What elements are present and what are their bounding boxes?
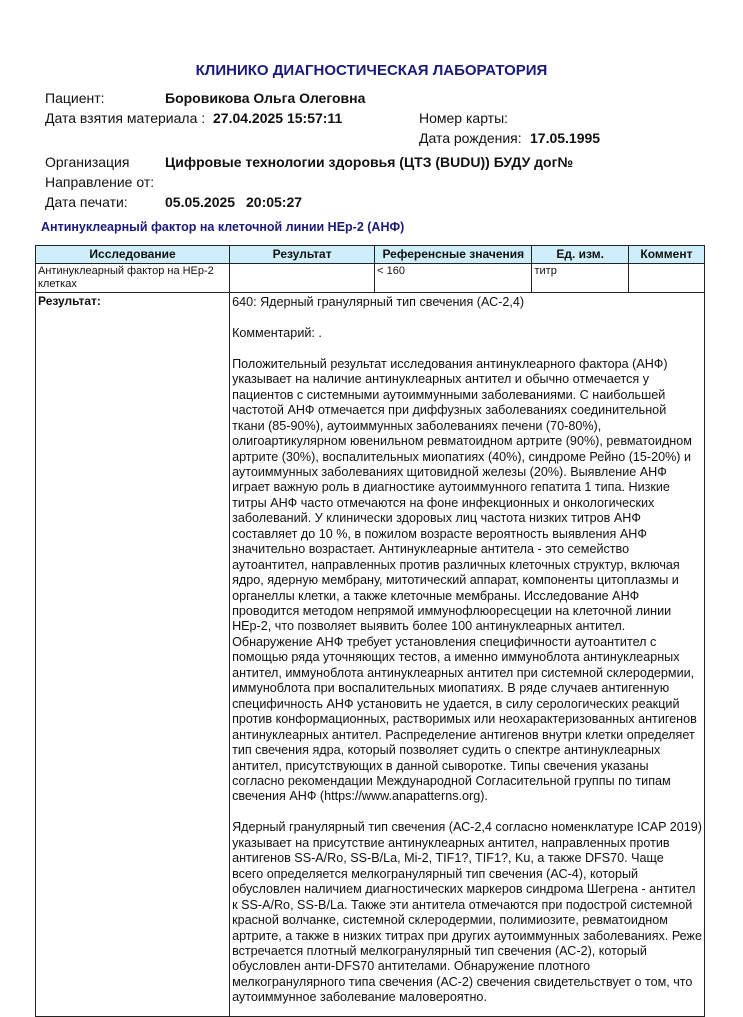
organization-label: Организация [45,154,130,170]
result-text-line: аутоиммунное заболевание маловероятно. [232,990,487,1005]
patient-label: Пациент: [45,90,105,106]
result-text-line: мелкогранулярного типа свечения (АС-2) свечения свидетельствует о том, что [232,974,693,989]
result-text-line: частотой АНФ отмечается при диффузных заболеваниях соединительной [232,403,667,418]
result-text-line: антител, присутствующих в данной сыворотке. Типы свечения указаны [232,758,649,773]
result-text-line: 640: Ядерный гранулярный тип свечения (АС-2,4) [232,295,525,309]
result-text-line: ткани (85-90%), аутоиммунных заболеваниях печени (70-80%), [232,418,602,433]
header-comment: Коммент [628,246,704,264]
comment-value [628,264,704,293]
result-text-line: тип свечения ядра, который позволяет судить о спектре антинуклеарных [232,743,661,758]
unit-value: титр [532,264,628,293]
birth-date-label: Дата рождения: [419,130,522,146]
result-text-line: помощью ряда уточняющих тестов, а именно иммуноблота антинуклеарных [232,650,680,665]
result-text-line: артрите (30%), воспалительных миопатиях (40%), синдроме Рейно (15-20%) и [232,449,692,464]
result-text-line: всего определяется мелкогранулярный тип свечения (АС-4), который [232,866,639,881]
result-text-line: заболеваний. У клинически здоровых лиц частота низких титров АНФ [232,511,641,526]
result-text-line [232,341,702,356]
result-text-line: аутоиммунных заболеваниях щитовидной железы (20%). Выявление АНФ [232,464,667,479]
result-text-line: ядро, ядерную мембрану, митотический аппарат, компоненты цитоплазмы и [232,573,679,588]
result-text-line: аутоантител, направленных против различных клеточных структур, включая [232,557,680,572]
result-text-line: проводится методом непрямой иммунофлюоресцеции на клеточной линии [232,604,672,619]
result-text-line [232,310,702,325]
result-text-line: органеллы клетки, а также клеточные мембраны. Исследование АНФ [232,588,640,603]
result-text-line: антител, иммуноблота антинуклеарных антител при системной склеродермии, [232,665,695,680]
referral-label: Направление от: [45,174,155,190]
result-text-line: специфичность АНФ установить не удается, в силу серологических реакций [232,696,680,711]
result-text-line: НЕр-2, что позволяет выявить более 100 антинуклеарных антител. [232,619,626,634]
print-date: 05.05.2025 [165,194,236,210]
result-text-line: к SS-A/Ro, SS-B/La. Также эти антитела отмечаются при подострой системной [232,897,693,912]
lab-title: КЛИНИКО ДИАГНОСТИЧЕСКАЯ ЛАБОРАТОРИЯ [195,62,548,79]
result-text-line: Положительный результат исследования антинуклеарного фактора (АНФ) [232,356,668,371]
result-text-line: антигенов SS-A/Ro, SS-B/La, Mi-2, TIF1?, TIF1?, Ku, а также DFS70. Чаще [232,851,664,866]
result-text-line: артрите, а также в низких титрах при других аутоиммунных заболеваниях. Реже [232,928,702,943]
result-text-line: Комментарий: . [232,325,322,340]
result-label: Результат: [36,293,230,1017]
header-result: Результат [230,246,375,264]
result-text-line: играет важную роль в диагностике аутоиммунного гепатита 1 типа. Низкие [232,480,670,495]
result-text-line: Ядерный гранулярный тип свечения (АС-2,4 согласно номенклатуре ICAP 2019) [232,820,702,835]
sample-date: 27.04.2025 15:57:11 [213,110,343,126]
result-text-line: указывает на наличие антинуклеарных антител и обычно отмечается у [232,372,650,387]
result-text-line: красной волчанке, системной склеродермии, полимиозите, ревматоидном [232,913,668,928]
result-text-line: обусловлен анти-DFS70 антителами. Обнаружение плотного [232,959,591,974]
test-name: Антинуклеарный фактор на НЕр-2 клетках [36,264,230,293]
result-text-line: олигоартикулярном ювенильном ревматоидном артрите (90%), ревматоидном [232,434,692,449]
result-text-line: титры АНФ часто отмечаются на фоне инфекционных и онкологических [232,495,655,510]
result-text-line: встречается плотный мелкогранулярный тип свечения (АС-2), который [232,943,647,958]
result-value [230,264,375,293]
table-header-row [36,246,705,264]
sample-date-label: Дата взятия материала : [45,110,206,126]
section-title: Антинуклеарный фактор на клеточной линии НЕр-2 (АНФ) [41,220,405,234]
organization: Цифровые технологии здоровья (ЦТЗ (BUDU)) БУДУ дог№ [165,154,574,170]
result-text-line: против конформационных, растворимых или неохарактеризованных антигенов [232,712,697,727]
result-text-line: значительно возрастает. Антинуклеарные антитела - это семейство [232,542,630,557]
result-text-line: пациентов с системными аутоиммунными заболеваниями. С наибольшей [232,387,666,402]
result-row [36,293,705,1017]
result-text-line: указывает на присутствие антинуклеарных антител, направленных против [232,835,670,850]
result-text-line: согласно рекомендации Международной Согласительной группы по типам [232,774,671,789]
result-text-line: антинуклеарных антител. Распределение антигенов внутри клетки определяет [232,727,695,742]
result-text [230,293,705,1017]
result-text-line: обусловлен наличием диагностических маркеров синдрома Шегрена - антител [232,882,696,897]
birth-date: 17.05.1995 [530,130,601,146]
table-row [36,264,705,293]
result-text-line [232,805,702,820]
print-time: 20:05:27 [246,194,303,210]
patient-name: Боровикова Ольга Олеговна [165,90,366,106]
result-text-line: свечения АНФ (https://www.anapatterns.org). [232,789,488,804]
header-reference: Референсные значения [375,246,532,264]
header-test: Исследование [36,246,230,264]
result-text-line: составляет до 10 %, в пожилом возрасте вероятность выявления АНФ [232,526,647,541]
card-number-label: Номер карты: [419,110,509,126]
header-unit: Ед. изм. [532,246,628,264]
print-date-label: Дата печати: [45,194,128,210]
results-table [35,245,705,1017]
result-text-line: Обнаружение АНФ требует установления специфичности аутоантител с [232,634,657,649]
reference-value: < 160 [375,264,532,293]
result-text-line: иммуноблота при воспалительных миопатиях. В ряде случаев антигенную [232,681,670,696]
